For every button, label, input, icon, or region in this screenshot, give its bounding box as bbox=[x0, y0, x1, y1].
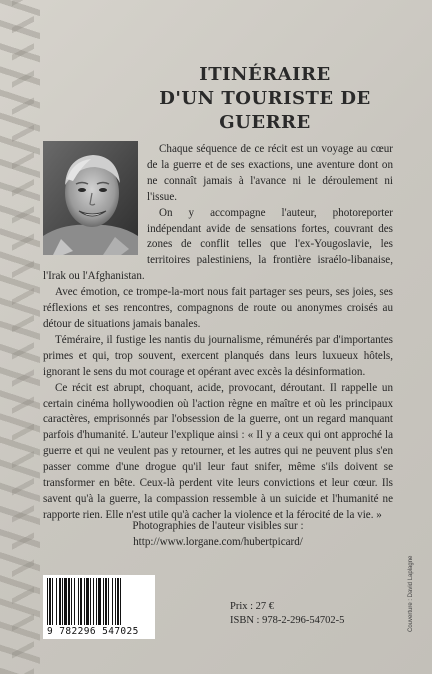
blurb-paragraph-4: Téméraire, il fustige les nantis du journalisme, rémunérés par d'importantes primes et qui, trop souvent, exercent planqués dans leurs luxueux hôtels, ignorant le sens du mot courage et opérant avec excès la désinformation. bbox=[43, 333, 393, 378]
blurb-paragraph-2: On y accompagne l'auteur, photoreporter indépendant avide de sensations fortes, couvrant des zones de conflit telles que l'ex-Yougoslavie, les territoires palestiniens, la frontière israélo-libanaise, l'Irak ou l'Afghanistan. bbox=[43, 206, 393, 283]
tire-track-decoration-inner bbox=[12, 0, 34, 674]
barcode-bars bbox=[47, 578, 151, 625]
isbn-barcode bbox=[43, 575, 155, 639]
book-title bbox=[140, 63, 390, 135]
blurb-paragraph-1: Chaque séquence de ce récit est un voyage au cœur de la guerre et de ses exactions, une aventure dont on ne connaît jamais à l'avance ni le déroulement ni l'issue. bbox=[147, 143, 393, 203]
price-label: Prix : 27 € bbox=[230, 601, 275, 612]
title-line-2: D'UN TOURISTE DE GUERRE bbox=[159, 88, 371, 133]
author-photos-note bbox=[43, 519, 393, 550]
blurb-paragraph-3: Avec émotion, ce trompe-la-mort nous fait partager ses peurs, ses joies, ses réflexions et ses rencontres, compagnons de route ou anonymes croisés au détour de situations jamais banales. bbox=[43, 286, 393, 330]
cover-credit: Couverture : David Laplagne bbox=[408, 555, 414, 632]
back-cover-blurb bbox=[43, 142, 393, 524]
blurb-paragraph-5: Ce récit est abrupt, choquant, acide, provocant, déroutant. Il rappelle un certain cinéma hollywoodien où l'action règne en maître et où les principaux caractères, emprisonnés par l'obsession de la guerre, ont un regard manquant parfois d'humanité. L'auteur l'explique ainsi : « Il y a ceux qui ont approché la guerre et qui ne veulent pas y retourner, et les autres qui ne peuvent plus s'en passer comme d'une drogue qu'il leur faut snifer, même s'ils doivent se transformer en bête. Ceux-là perdent vite leurs convictions et leur cœur. Ils savent qu'à la guerre, la compassion ressemble à un suicide et l'humanité ne rapporte rien. Elle n'est utile qu'à cacher la violence et la férocité de la vie. » bbox=[43, 381, 393, 521]
price-block bbox=[230, 600, 344, 628]
title-line-1: ITINÉRAIRE bbox=[199, 64, 331, 85]
photos-note-label: Photographies de l'auteur visibles sur : bbox=[132, 520, 304, 532]
photos-note-url: http://www.lorgane.com/hubertpicard/ bbox=[133, 535, 303, 548]
isbn-label: ISBN : 978-2-296-54702-5 bbox=[230, 614, 345, 626]
barcode-number: 9 782296 547025 bbox=[47, 626, 139, 637]
